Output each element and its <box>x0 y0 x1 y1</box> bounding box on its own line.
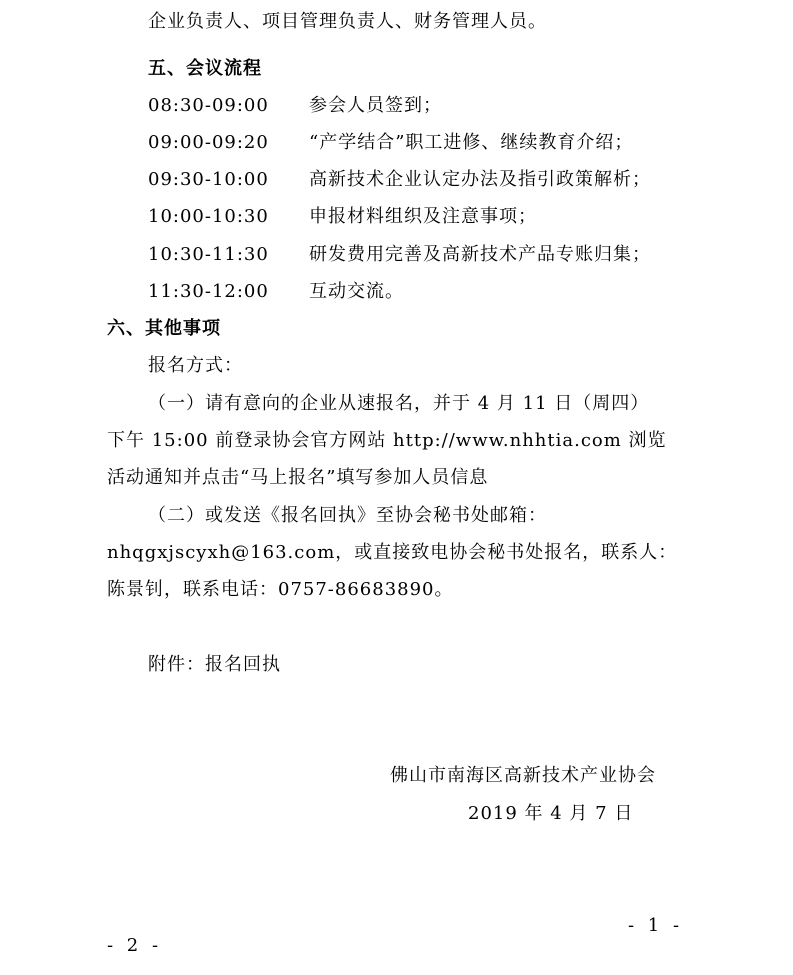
intro-tail-text: 企业负责人、项目管理负责人、财务管理人员。 <box>148 11 547 32</box>
paragraph-line: 陈景钊，联系电话：0757-86683890。 <box>107 579 454 600</box>
page-number-left: - 2 - <box>107 935 163 956</box>
section5-heading: 五、会议流程 <box>148 58 262 79</box>
schedule-event: 研发费用完善及高新技术产品专账归集； <box>309 244 651 265</box>
paragraph-line: （二）或发送《报名回执》至协会秘书处邮箱： <box>148 505 547 526</box>
paragraph-line: nhqgxjscyxh@163.com，或直接致电协会秘书处报名，联系人： <box>107 542 678 563</box>
registration-method-label: 报名方式： <box>148 355 243 376</box>
schedule-time: 08:30-09:00 <box>148 95 269 116</box>
signature-org: 佛山市南海区高新技术产业协会 <box>390 765 656 786</box>
schedule-event: “产学结合”职工进修、继续教育介绍； <box>309 132 634 153</box>
signature-date: 2019 年 4 月 7 日 <box>468 803 634 824</box>
schedule-event: 高新技术企业认定办法及指引政策解析； <box>309 169 651 190</box>
schedule-time: 11:30-12:00 <box>148 281 269 302</box>
schedule-time: 10:30-11:30 <box>148 244 269 265</box>
schedule-time: 09:30-10:00 <box>148 169 269 190</box>
attachment-note: 附件：报名回执 <box>148 654 281 675</box>
paragraph-line: 下午 15:00 前登录协会官方网站 http://www.nhhtia.com 浏览 <box>107 430 667 451</box>
schedule-time: 09:00-09:20 <box>148 132 269 153</box>
page-number-right: - 1 - <box>628 915 684 936</box>
schedule-event: 互动交流。 <box>309 281 404 302</box>
paragraph-line: （一）请有意向的企业从速报名，并于 4 月 11 日（周四） <box>148 393 650 414</box>
section6-heading: 六、其他事项 <box>107 318 221 339</box>
schedule-time: 10:00-10:30 <box>148 206 269 227</box>
paragraph-line: 活动通知并点击“马上报名”填写参加人员信息 <box>107 467 489 488</box>
schedule-event: 参会人员签到； <box>309 95 442 116</box>
schedule-event: 申报材料组织及注意事项； <box>309 206 537 227</box>
